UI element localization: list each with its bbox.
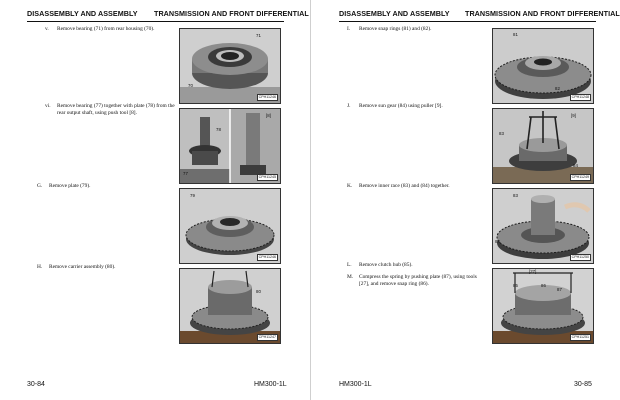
callout: 87 bbox=[557, 287, 562, 292]
photo-caption: CPH11251 bbox=[571, 335, 589, 340]
step-text: Remove clutch hub (85). bbox=[359, 262, 413, 268]
callout: 86 bbox=[541, 283, 546, 288]
page-number: 30-85 bbox=[574, 381, 592, 388]
chapter-title: TRANSMISSION AND FRONT DIFFERENTIAL bbox=[465, 9, 620, 18]
section-title: DISASSEMBLY AND ASSEMBLY bbox=[27, 9, 138, 18]
photo-caption: CPH11248 bbox=[571, 95, 589, 100]
photo-caption: CPH11247 bbox=[258, 335, 276, 340]
callout: 84 bbox=[495, 239, 500, 244]
right-page bbox=[310, 0, 620, 400]
callout: [9] bbox=[571, 113, 576, 118]
photo-rear-housing bbox=[179, 28, 281, 104]
photo-caption: CPH11246 bbox=[258, 95, 276, 100]
model-number: HM300-1L bbox=[254, 381, 287, 388]
section-title: DISASSEMBLY AND ASSEMBLY bbox=[339, 9, 450, 18]
step-label: K. bbox=[347, 183, 353, 189]
model-number: HM300-1L bbox=[339, 381, 372, 388]
header-rule bbox=[339, 21, 596, 22]
step-text: Remove sun gear (84) using puller [9]. bbox=[359, 103, 443, 109]
step-text: Compress the spring by pushing plate (87), using tools [27], and remove snap ring (86). bbox=[359, 274, 477, 287]
photo-caption: CPH11245 bbox=[258, 175, 276, 180]
callout: 85 bbox=[513, 283, 518, 288]
page-number: 30-84 bbox=[27, 381, 45, 388]
callout: 77 bbox=[183, 171, 188, 176]
callout: 71 bbox=[256, 33, 261, 38]
callout: 82 bbox=[555, 86, 560, 91]
step-label: I. bbox=[347, 26, 351, 32]
step-text: Remove inner race (83) and (84) together. bbox=[359, 183, 450, 189]
step-text: Remove carrier assembly (80). bbox=[49, 264, 116, 270]
step-text: Remove plate (79). bbox=[49, 183, 91, 189]
callout: 78 bbox=[216, 127, 221, 132]
callout: 83 bbox=[499, 131, 504, 136]
step-text: Remove snap rings (81) and (82). bbox=[359, 26, 432, 32]
step-label: L. bbox=[347, 262, 352, 268]
photo-caption: CPH11249 bbox=[571, 175, 589, 180]
step-label: vi. bbox=[45, 103, 51, 109]
chapter-title: TRANSMISSION AND FRONT DIFFERENTIAL bbox=[154, 9, 309, 18]
photo-caption: CPH11250 bbox=[571, 255, 589, 260]
photo-output-shaft bbox=[179, 108, 281, 184]
callout: 80 bbox=[256, 289, 261, 294]
step-text: Remove bearing (71) from rear housing (70). bbox=[57, 26, 155, 32]
callout: [27] bbox=[529, 269, 537, 274]
callout: [8] bbox=[266, 113, 271, 118]
callout: 83 bbox=[513, 193, 518, 198]
photo-carrier-assembly bbox=[179, 268, 281, 344]
step-label: M. bbox=[347, 274, 354, 280]
photo-snap-rings bbox=[492, 28, 594, 104]
photo-sun-gear-puller bbox=[492, 108, 594, 184]
callout: 70 bbox=[188, 83, 193, 88]
step-label: G. bbox=[37, 183, 43, 189]
step-text: Remove bearing (77) together with plate (78) from the rear output shaft, using push tool [8]. bbox=[57, 103, 175, 116]
callout: 79 bbox=[190, 193, 195, 198]
step-label: H. bbox=[37, 264, 43, 270]
step-label: J. bbox=[347, 103, 351, 109]
photo-inner-race bbox=[492, 188, 594, 264]
callout: 84 bbox=[573, 163, 578, 168]
photo-caption: CPH11246 bbox=[258, 255, 276, 260]
callout: 81 bbox=[513, 32, 518, 37]
photo-spring-compression bbox=[492, 268, 594, 344]
header-rule bbox=[27, 21, 284, 22]
photo-plate bbox=[179, 188, 281, 264]
step-label: v. bbox=[45, 26, 49, 32]
